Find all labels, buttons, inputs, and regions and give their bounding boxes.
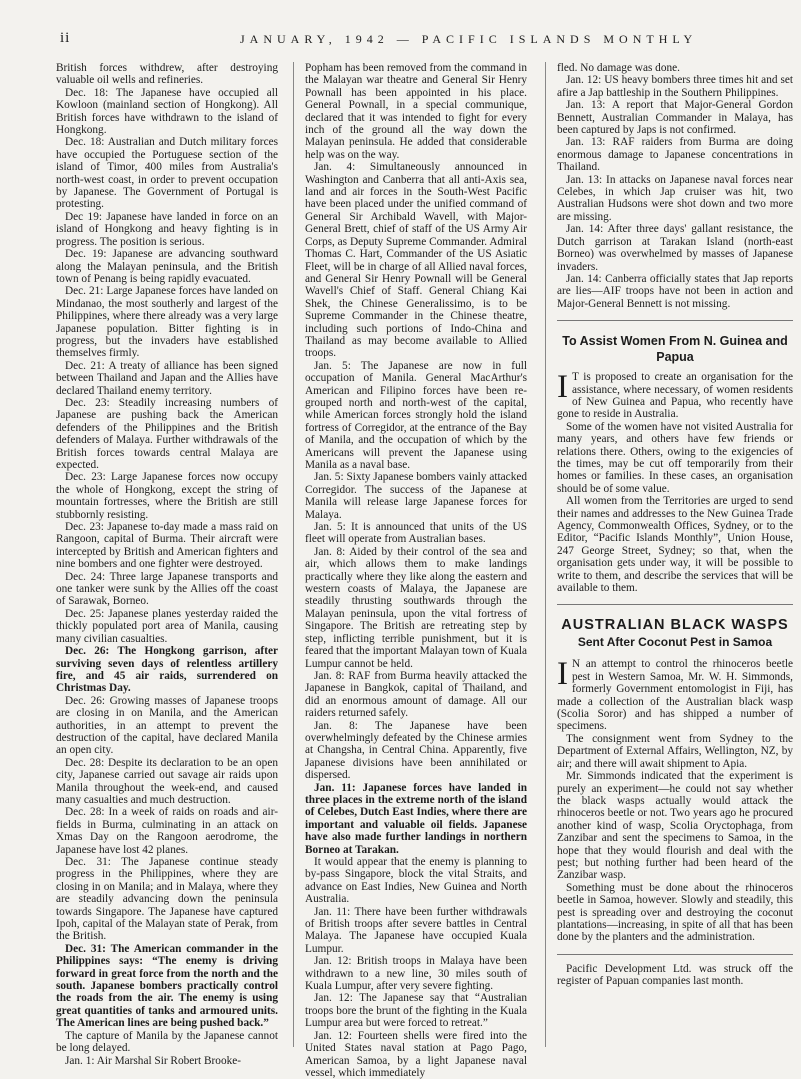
article-paragraph: Something must be done about the rhinoceros beetle in Samoa, however. Slowly and steadily, this pest is spreading over and destroying the coconut plantations—increasing, in spite of all that has been done by the planters and the administration. (557, 881, 793, 944)
article-lead (557, 371, 793, 421)
news-paragraph: Dec. 21: Large Japanese forces have landed on Mindanao, the most southerly and largest of the Philippines, where there already was a very large Japanese population. Bitter fighting is in progress, but the invaders have established themselves firmly. (56, 285, 278, 360)
news-paragraph: Dec. 19: Japanese are advancing southward along the Malayan peninsula, and the British town of Penang is being rapidly evacuated. (56, 248, 278, 285)
news-paragraph: Jan. 1: Air Marshal Sir Robert Brooke- (65, 1054, 242, 1067)
page-number: ii (60, 30, 71, 46)
news-paragraph: Jan. 14: After three days' gallant resistance, the Dutch garrison at Tarakan Island (north-east Borneo) was overwhelmed by masses of Japanese invaders. (557, 223, 793, 273)
news-paragraph: Dec. 23: Steadily increasing numbers of Japanese are pushing back the American defenders of the Philippines and the British defenders of Malaya. Further withdrawals of the British forces towards central Malaya are expected. (56, 396, 278, 471)
column-divider (293, 62, 294, 1047)
lead-text: N an attempt to control the rhinoceros beetle pest in Western Samoa, Mr. W. H. Simmonds, formerly Government entomologist in Fiji, has made a collection of the Australian black wasp (Scolia Soror) and has shipped a number of specimens. (557, 658, 793, 733)
news-paragraph: It would appear that the enemy is planning to by-pass Singapore, block the vital Straits, and advance on East Indies, New Guinea and North Australia. (305, 856, 527, 906)
news-paragraph: Dec. 26: The Hongkong garrison, after surviving seven days of relentless artillery fire, and 45 air raids, surrendered on Christmas Day. (56, 645, 278, 695)
news-paragraph: Dec. 25: Japanese planes yesterday raided the thickly populated port area of Manila, causing many civilian casualties. (56, 607, 278, 645)
news-paragraph: Jan. 12: The Japanese say that “Australian troops bore the brunt of the fighting in the Kuala Lumpur area but were forced to retreat.” (305, 992, 527, 1030)
news-paragraph: Dec. 18: Australian and Dutch military forces have occupied the Portuguese section of the island of Timor, 400 miles from Australia's north-west coast, in order to prevent occupation by Japanese. The Government of Portugal is protesting. (56, 136, 278, 211)
article-paragraph: All women from the Territories are urged to send their names and addresses to the New Guinea Trade Agency, Commonwealth Offices, Sydney, or to the Editor, “Pacific Islands Monthly”, Union House, 247 George Street, Sydney; so that, when the organisation gets under way, it will be possible to write to them, and describe the services that will be available to them. (557, 495, 793, 595)
drop-cap: I (557, 369, 568, 406)
news-paragraph: British forces withdrew, after destroying valuable oil wells and refineries. (56, 62, 278, 87)
article-lead (557, 658, 793, 732)
news-paragraph: Dec. 23: Large Japanese forces now occupy the whole of Hongkong, except the string of mountain fortresses, where the British are still stubbornly resisting. (56, 471, 278, 521)
news-paragraph: Dec. 18: The Japanese have occupied all Kowloon (mainland section of Hongkong). All British forces have withdrawn to the island of Hongkong. (56, 86, 278, 137)
news-paragraph: Jan. 8: RAF from Burma heavily attacked the Japanese in Bangkok, capital of Thailand, and did an enormous amount of damage. All our raiders returned safely. (305, 669, 527, 720)
article-company-notice (557, 954, 793, 988)
running-head: JANUARY, 1942 — PACIFIC ISLANDS MONTHLY (240, 32, 698, 46)
news-paragraph: Jan. 8: The Japanese have been overwhelmingly defeated by the Chinese armies at Changsha, in Central China. Apparently, five Japanese divisions have been annihilated or dispersed. (305, 719, 527, 782)
news-paragraph: Jan. 5: It is announced that units of the US fleet will operate from Australian bases. (305, 521, 527, 546)
news-paragraph: Jan. 12: Fourteen shells were fired into the United States naval station at Pago Pago, American Samoa, by a light Japanese naval vessel, which immediately (305, 1029, 527, 1079)
news-paragraph: Jan. 4: Simultaneously announced in Washington and Canberra that all anti-Axis sea, land and air forces in the South-West Pacific have been placed under the unified command of General Sir Archibald Wavell, with Major-General Brett, chief of staff of the US Army Air Corps, as Deputy Supreme Commander. Admiral Thomas C. Hart, Commander of the US Asiatic Fleet, will be in charge of all Allied naval forces, and General Sir Henry Pownall will be General Wavell's Chief of Staff. General Chiang Kai Shek, the Chinese Generalissimo, is to be Supreme Commander in the Chinese theatre, including such portions of Indo-China and Thailand as may become available to Allied troops. (305, 161, 527, 360)
article-paragraph: The consignment went from Sydney to the Department of External Affairs, Wellington, NZ, by air; and there will await shipment to Apia. (557, 732, 793, 770)
news-paragraph: Dec 19: Japanese have landed in force on an island of Hongkong and heavy fighting is in progress. The position is serious. (56, 210, 278, 248)
article-women-assistance (557, 320, 793, 594)
article-subtitle: Sent After Coconut Pest in Samoa (577, 635, 773, 650)
news-paragraph: The capture of Manila by the Japanese cannot be long delayed. (56, 1029, 278, 1055)
drop-cap: I (557, 656, 568, 693)
news-paragraph: Jan. 5: The Japanese are now in full occupation of Manila. General MacArthur's American and Filipino forces have been re-grouped north and north-west of the capital, while American forces strongly hold the island fortress of Corregidor, at the entrance of the Bay of Manila, and the occupation of which by the Americans will prevent the Japanese using Manila as a naval base. (305, 359, 527, 471)
article-title: AUSTRALIAN BLACK WASPS (561, 617, 789, 634)
news-paragraph: Jan. 14: Canberra officially states that Jap reports are lies—AIF troops have not been in action and Major-General Bennett is not missing. (557, 272, 793, 310)
news-paragraph: Jan. 11: Japanese forces have landed in three places in the extreme north of the island of Celebes, Dutch East Indies, where there are important and valuable oil fields. Japanese have also made further landings in northern Borneo at Tarakan. (305, 781, 527, 856)
news-paragraph: Jan. 13: A report that Major-General Gordon Bennett, Australian Commander in Malaya, has been captured by Japs is not confirmed. (557, 99, 793, 137)
lead-text: T is proposed to create an organisation for the assistance, where necessary, of women residents of New Guinea and Papua, who recently have gone to reside in Australia. (557, 371, 793, 421)
column-2 (305, 62, 527, 1079)
news-paragraph: Jan. 13: In attacks on Japanese naval forces near Celebes, in which Jap cruiser was hit, two Australian Hudsons were shot down and two more are missing. (557, 173, 793, 223)
news-paragraph: Jan. 11: There have been further withdrawals of British troops after severe battles in Central Malaya. The Japanese have occupied Kuala Lumpur. (305, 905, 527, 955)
column-divider (545, 62, 546, 1047)
article-paragraph: Some of the women have not visited Australia for many years, and others have few friends or relations there. Others, owing to the exigencies of the times, may be cut off temporarily from their homes or families. In these cases, an organisation should be of some value. (557, 420, 793, 495)
news-paragraph: Dec. 26: Growing masses of Japanese troops are closing in on Manila, and the American authorities, in an attempt to prevent the destruction of the capital, have declared Manila an open city. (56, 694, 278, 757)
news-paragraph: Dec. 28: In a week of raids on roads and air-fields in Burma, culminating in an attack on Xmas Day on the Rangoon aerodrome, the Japanese have lost 42 planes. (56, 806, 278, 856)
news-paragraph: fled. No damage was done. (557, 62, 680, 74)
news-paragraph: Jan. 12: US heavy bombers three times hit and set afire a Jap battleship in the Southern Philippines. (557, 74, 793, 99)
column-3 (557, 62, 793, 1052)
news-paragraph: Dec. 31: The Japanese continue steady progress in the Philippines, where they are closing in on Manila; and in Malaya, where they are steadily advancing down the peninsula towards Singapore. The Japanese have captured Ipoh, capital of the Malayan state of Perak, from the British. (56, 856, 278, 943)
news-paragraph: Dec. 21: A treaty of alliance has been signed between Thailand and Japan and the Allies have declared Thailand enemy territory. (56, 359, 278, 397)
article-title: To Assist Women From N. Guinea and Papua (562, 334, 788, 365)
article-paragraph: Pacific Development Ltd. was struck off the register of Papuan companies last month. (557, 962, 793, 988)
news-paragraph: Jan. 12: British troops in Malaya have been withdrawn to a new line, 30 miles south of Kuala Lumpur, after very severe fighting. (305, 955, 527, 993)
news-paragraph: Dec. 23: Japanese to-day made a mass raid on Rangoon, capital of Burma. Their aircraft were intercepted by British and American fighters and nine bombers and one fighter were destroyed. (56, 521, 278, 571)
news-paragraph: Dec. 24: Three large Japanese transports and one tanker were sunk by the Allies off the coast of Sarawak, Borneo. (56, 570, 278, 608)
column-1 (56, 62, 278, 1067)
news-paragraph: Popham has been removed from the command in the Malayan war theatre and General Sir Henry Pownall has been appointed in his place. General Pownall, in a special communique, declared that it was intended to fight for every inch of the ground all the way down the Malayan peninsula. He added that considerable help was on the way. (305, 62, 527, 161)
news-paragraph: Jan. 13: RAF raiders from Burma are doing enormous damage to Japanese concentrations in Thailand. (557, 136, 793, 174)
news-paragraph: Jan. 8: Aided by their control of the sea and air, which allows them to make landings practically where they like along the eastern and western coasts of Malaya, the Japanese are steadily thrusting southwards through the Malayan peninsula, upon the vital fortress of Singapore. The British are retreating step by step, inflicting terrible punishment, but it is feared that the important Malayan town of Kuala Lumpur cannot be held. (305, 545, 527, 670)
article-paragraph: Mr. Simmonds indicated that the experiment is purely an experiment—he could not say whether the black wasps actually would attack the rhinoceros beetle or not. Two years ago he procured another kind of wasp, Scolia Oryctophaga, from Zanzibar and sent the specimens to Samoa, in the hope that they would flourish and deal with the pest; but nothing further had been heard of the Zanzibar wasp. (557, 770, 793, 882)
page-header (0, 30, 801, 52)
article-black-wasps (557, 604, 793, 943)
news-paragraph: Dec. 31: The American commander in the Philippines says: “The enemy is driving forward in great force from the north and the south. Japanese bombers practically control the roads from the air. The enemy is using great quantities of tanks and armoured units. The American lines are being pushed back.” (56, 942, 278, 1030)
war-news-continued (557, 62, 793, 310)
news-paragraph: Jan. 5: Sixty Japanese bombers vainly attacked Corregidor. The success of the Japanese at Manila will release large Japanese forces for Malaya. (305, 471, 527, 521)
news-paragraph: Dec. 28: Despite its declaration to be an open city, Japanese carried out savage air raids upon Manila throughout the week-end, and caused many casualties and much destruction. (56, 756, 278, 806)
